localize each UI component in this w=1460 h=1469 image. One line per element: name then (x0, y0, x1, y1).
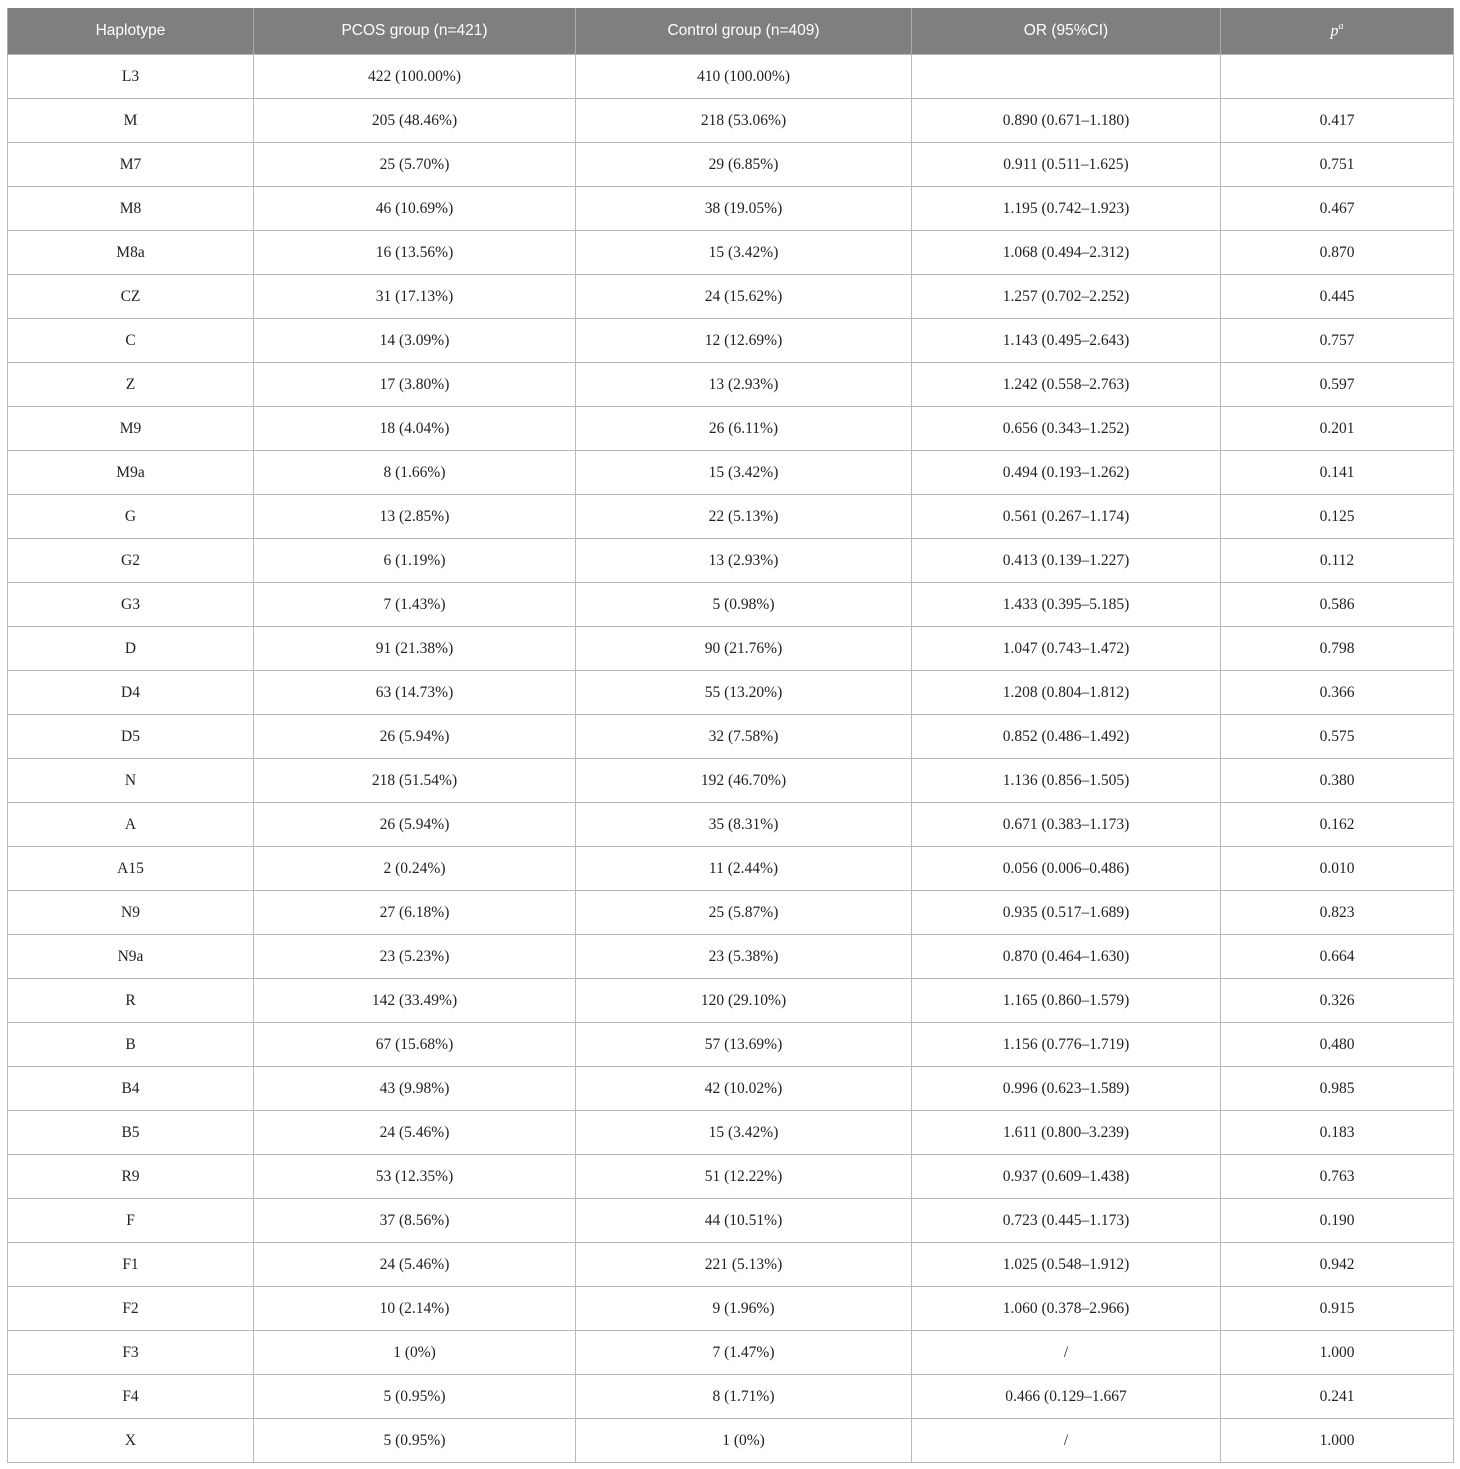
table-row (8, 1331, 1454, 1375)
table-body (8, 55, 1454, 1463)
cell-haplotype: M7 (8, 143, 254, 187)
haplotype-table (7, 8, 1454, 1463)
cell-p-value: 0.915 (1221, 1287, 1454, 1331)
cell-p-value: 0.480 (1221, 1023, 1454, 1067)
cell-pcos-group: 18 (4.04%) (254, 407, 576, 451)
cell-control-group: 8 (1.71%) (576, 1375, 912, 1419)
cell-control-group: 192 (46.70%) (576, 759, 912, 803)
cell-haplotype: G3 (8, 583, 254, 627)
cell-haplotype: M (8, 99, 254, 143)
cell-haplotype: B4 (8, 1067, 254, 1111)
cell-pcos-group: 24 (5.46%) (254, 1243, 576, 1287)
cell-haplotype: F1 (8, 1243, 254, 1287)
cell-haplotype: D (8, 627, 254, 671)
cell-odds-ratio: 0.852 (0.486–1.492) (912, 715, 1221, 759)
cell-control-group: 35 (8.31%) (576, 803, 912, 847)
cell-odds-ratio: 1.195 (0.742–1.923) (912, 187, 1221, 231)
cell-control-group: 23 (5.38%) (576, 935, 912, 979)
cell-pcos-group: 46 (10.69%) (254, 187, 576, 231)
cell-control-group: 12 (12.69%) (576, 319, 912, 363)
cell-p-value: 0.125 (1221, 495, 1454, 539)
cell-haplotype: CZ (8, 275, 254, 319)
table-row (8, 627, 1454, 671)
cell-p-value: 0.366 (1221, 671, 1454, 715)
cell-haplotype: D4 (8, 671, 254, 715)
cell-p-value: 0.241 (1221, 1375, 1454, 1419)
table-row (8, 671, 1454, 715)
cell-haplotype: N (8, 759, 254, 803)
cell-control-group: 38 (19.05%) (576, 187, 912, 231)
cell-pcos-group: 26 (5.94%) (254, 803, 576, 847)
cell-odds-ratio: 1.242 (0.558–2.763) (912, 363, 1221, 407)
table-row (8, 143, 1454, 187)
cell-pcos-group: 67 (15.68%) (254, 1023, 576, 1067)
table-row (8, 275, 1454, 319)
cell-odds-ratio: 1.208 (0.804–1.812) (912, 671, 1221, 715)
cell-pcos-group: 205 (48.46%) (254, 99, 576, 143)
cell-haplotype: G (8, 495, 254, 539)
cell-pcos-group: 26 (5.94%) (254, 715, 576, 759)
cell-odds-ratio: 0.870 (0.464–1.630) (912, 935, 1221, 979)
table-row (8, 583, 1454, 627)
cell-control-group: 1 (0%) (576, 1419, 912, 1463)
cell-control-group: 15 (3.42%) (576, 231, 912, 275)
cell-haplotype: B5 (8, 1111, 254, 1155)
cell-odds-ratio: / (912, 1331, 1221, 1375)
table-row (8, 539, 1454, 583)
cell-pcos-group: 17 (3.80%) (254, 363, 576, 407)
header-p-label: p (1330, 22, 1339, 40)
cell-control-group: 7 (1.47%) (576, 1331, 912, 1375)
cell-haplotype: N9 (8, 891, 254, 935)
cell-control-group: 410 (100.00%) (576, 55, 912, 99)
cell-haplotype: F2 (8, 1287, 254, 1331)
table-row (8, 99, 1454, 143)
table-row (8, 495, 1454, 539)
cell-odds-ratio: 0.466 (0.129–1.667 (912, 1375, 1221, 1419)
cell-haplotype: G2 (8, 539, 254, 583)
header-p-superscript: a (1338, 21, 1344, 33)
cell-haplotype: X (8, 1419, 254, 1463)
cell-odds-ratio: 1.068 (0.494–2.312) (912, 231, 1221, 275)
table-row (8, 891, 1454, 935)
cell-p-value: 0.751 (1221, 143, 1454, 187)
cell-p-value: 0.870 (1221, 231, 1454, 275)
cell-odds-ratio: 0.996 (0.623–1.589) (912, 1067, 1221, 1111)
cell-haplotype: M8 (8, 187, 254, 231)
cell-control-group: 15 (3.42%) (576, 1111, 912, 1155)
cell-p-value: 0.467 (1221, 187, 1454, 231)
table-row (8, 55, 1454, 99)
table-row (8, 1243, 1454, 1287)
cell-odds-ratio: 0.911 (0.511–1.625) (912, 143, 1221, 187)
header-haplotype: Haplotype (8, 8, 254, 55)
cell-pcos-group: 63 (14.73%) (254, 671, 576, 715)
cell-control-group: 22 (5.13%) (576, 495, 912, 539)
cell-odds-ratio: 0.561 (0.267–1.174) (912, 495, 1221, 539)
cell-control-group: 51 (12.22%) (576, 1155, 912, 1199)
table-row (8, 1287, 1454, 1331)
header-odds-ratio: OR (95%CI) (912, 8, 1221, 55)
cell-p-value: 0.201 (1221, 407, 1454, 451)
table-row (8, 187, 1454, 231)
table-row (8, 1155, 1454, 1199)
cell-control-group: 32 (7.58%) (576, 715, 912, 759)
cell-haplotype: A15 (8, 847, 254, 891)
table-row (8, 803, 1454, 847)
cell-pcos-group: 23 (5.23%) (254, 935, 576, 979)
table-row (8, 1375, 1454, 1419)
cell-p-value: 0.757 (1221, 319, 1454, 363)
cell-odds-ratio: 1.156 (0.776–1.719) (912, 1023, 1221, 1067)
cell-p-value: 0.112 (1221, 539, 1454, 583)
cell-p-value (1221, 55, 1454, 99)
cell-p-value: 0.586 (1221, 583, 1454, 627)
cell-pcos-group: 31 (17.13%) (254, 275, 576, 319)
cell-odds-ratio: 0.671 (0.383–1.173) (912, 803, 1221, 847)
header-row (8, 8, 1454, 55)
cell-odds-ratio: 0.656 (0.343–1.252) (912, 407, 1221, 451)
cell-haplotype: R9 (8, 1155, 254, 1199)
cell-p-value: 0.575 (1221, 715, 1454, 759)
cell-pcos-group: 16 (13.56%) (254, 231, 576, 275)
cell-p-value: 0.942 (1221, 1243, 1454, 1287)
cell-p-value: 0.326 (1221, 979, 1454, 1023)
cell-control-group: 44 (10.51%) (576, 1199, 912, 1243)
table-row (8, 1111, 1454, 1155)
cell-pcos-group: 5 (0.95%) (254, 1375, 576, 1419)
cell-control-group: 13 (2.93%) (576, 363, 912, 407)
cell-odds-ratio (912, 55, 1221, 99)
cell-control-group: 90 (21.76%) (576, 627, 912, 671)
cell-pcos-group: 10 (2.14%) (254, 1287, 576, 1331)
header-control-group: Control group (n=409) (576, 8, 912, 55)
cell-p-value: 1.000 (1221, 1331, 1454, 1375)
table-row (8, 1023, 1454, 1067)
cell-odds-ratio: 1.143 (0.495–2.643) (912, 319, 1221, 363)
cell-control-group: 57 (13.69%) (576, 1023, 912, 1067)
cell-control-group: 5 (0.98%) (576, 583, 912, 627)
table-row (8, 759, 1454, 803)
cell-pcos-group: 2 (0.24%) (254, 847, 576, 891)
cell-pcos-group: 7 (1.43%) (254, 583, 576, 627)
table-row (8, 935, 1454, 979)
cell-control-group: 29 (6.85%) (576, 143, 912, 187)
table-header (8, 8, 1454, 55)
cell-pcos-group: 1 (0%) (254, 1331, 576, 1375)
table-row (8, 451, 1454, 495)
cell-control-group: 9 (1.96%) (576, 1287, 912, 1331)
cell-p-value: 0.763 (1221, 1155, 1454, 1199)
cell-odds-ratio: 1.136 (0.856–1.505) (912, 759, 1221, 803)
cell-haplotype: B (8, 1023, 254, 1067)
cell-haplotype: F3 (8, 1331, 254, 1375)
cell-p-value: 0.823 (1221, 891, 1454, 935)
table-row (8, 1199, 1454, 1243)
cell-p-value: 0.664 (1221, 935, 1454, 979)
cell-haplotype: F4 (8, 1375, 254, 1419)
cell-pcos-group: 5 (0.95%) (254, 1419, 576, 1463)
cell-pcos-group: 53 (12.35%) (254, 1155, 576, 1199)
cell-control-group: 42 (10.02%) (576, 1067, 912, 1111)
cell-odds-ratio: 0.935 (0.517–1.689) (912, 891, 1221, 935)
cell-odds-ratio: 1.433 (0.395–5.185) (912, 583, 1221, 627)
cell-control-group: 218 (53.06%) (576, 99, 912, 143)
cell-control-group: 221 (5.13%) (576, 1243, 912, 1287)
header-p-value (1221, 8, 1454, 55)
cell-p-value: 0.010 (1221, 847, 1454, 891)
cell-pcos-group: 422 (100.00%) (254, 55, 576, 99)
cell-pcos-group: 8 (1.66%) (254, 451, 576, 495)
cell-pcos-group: 13 (2.85%) (254, 495, 576, 539)
cell-p-value: 0.141 (1221, 451, 1454, 495)
table-row (8, 847, 1454, 891)
cell-odds-ratio: / (912, 1419, 1221, 1463)
table-row (8, 979, 1454, 1023)
cell-haplotype: C (8, 319, 254, 363)
header-pcos-group: PCOS group (n=421) (254, 8, 576, 55)
table-row (8, 363, 1454, 407)
cell-odds-ratio: 1.060 (0.378–2.966) (912, 1287, 1221, 1331)
table-row (8, 231, 1454, 275)
cell-pcos-group: 24 (5.46%) (254, 1111, 576, 1155)
cell-control-group: 120 (29.10%) (576, 979, 912, 1023)
cell-odds-ratio: 0.890 (0.671–1.180) (912, 99, 1221, 143)
cell-haplotype: N9a (8, 935, 254, 979)
cell-haplotype: M8a (8, 231, 254, 275)
cell-pcos-group: 37 (8.56%) (254, 1199, 576, 1243)
cell-odds-ratio: 0.723 (0.445–1.173) (912, 1199, 1221, 1243)
cell-pcos-group: 91 (21.38%) (254, 627, 576, 671)
cell-odds-ratio: 0.413 (0.139–1.227) (912, 539, 1221, 583)
cell-pcos-group: 14 (3.09%) (254, 319, 576, 363)
cell-pcos-group: 25 (5.70%) (254, 143, 576, 187)
cell-pcos-group: 142 (33.49%) (254, 979, 576, 1023)
cell-p-value: 0.380 (1221, 759, 1454, 803)
cell-haplotype: A (8, 803, 254, 847)
cell-haplotype: R (8, 979, 254, 1023)
cell-p-value: 0.190 (1221, 1199, 1454, 1243)
cell-p-value: 0.445 (1221, 275, 1454, 319)
cell-p-value: 1.000 (1221, 1419, 1454, 1463)
table-row (8, 407, 1454, 451)
cell-p-value: 0.597 (1221, 363, 1454, 407)
cell-control-group: 11 (2.44%) (576, 847, 912, 891)
cell-control-group: 55 (13.20%) (576, 671, 912, 715)
cell-odds-ratio: 0.937 (0.609–1.438) (912, 1155, 1221, 1199)
table-row (8, 715, 1454, 759)
cell-haplotype: Z (8, 363, 254, 407)
cell-odds-ratio: 0.056 (0.006–0.486) (912, 847, 1221, 891)
cell-odds-ratio: 1.165 (0.860–1.579) (912, 979, 1221, 1023)
cell-p-value: 0.183 (1221, 1111, 1454, 1155)
cell-odds-ratio: 0.494 (0.193–1.262) (912, 451, 1221, 495)
cell-control-group: 25 (5.87%) (576, 891, 912, 935)
cell-odds-ratio: 1.025 (0.548–1.912) (912, 1243, 1221, 1287)
cell-p-value: 0.798 (1221, 627, 1454, 671)
cell-pcos-group: 43 (9.98%) (254, 1067, 576, 1111)
cell-p-value: 0.162 (1221, 803, 1454, 847)
cell-p-value: 0.985 (1221, 1067, 1454, 1111)
cell-pcos-group: 6 (1.19%) (254, 539, 576, 583)
table-row (8, 1067, 1454, 1111)
cell-control-group: 15 (3.42%) (576, 451, 912, 495)
cell-p-value: 0.417 (1221, 99, 1454, 143)
cell-control-group: 26 (6.11%) (576, 407, 912, 451)
cell-odds-ratio: 1.611 (0.800–3.239) (912, 1111, 1221, 1155)
table-row (8, 319, 1454, 363)
cell-pcos-group: 218 (51.54%) (254, 759, 576, 803)
cell-haplotype: F (8, 1199, 254, 1243)
cell-control-group: 24 (15.62%) (576, 275, 912, 319)
cell-haplotype: L3 (8, 55, 254, 99)
table-row (8, 1419, 1454, 1463)
cell-pcos-group: 27 (6.18%) (254, 891, 576, 935)
cell-haplotype: M9a (8, 451, 254, 495)
cell-odds-ratio: 1.257 (0.702–2.252) (912, 275, 1221, 319)
cell-haplotype: D5 (8, 715, 254, 759)
cell-haplotype: M9 (8, 407, 254, 451)
cell-control-group: 13 (2.93%) (576, 539, 912, 583)
cell-odds-ratio: 1.047 (0.743–1.472) (912, 627, 1221, 671)
